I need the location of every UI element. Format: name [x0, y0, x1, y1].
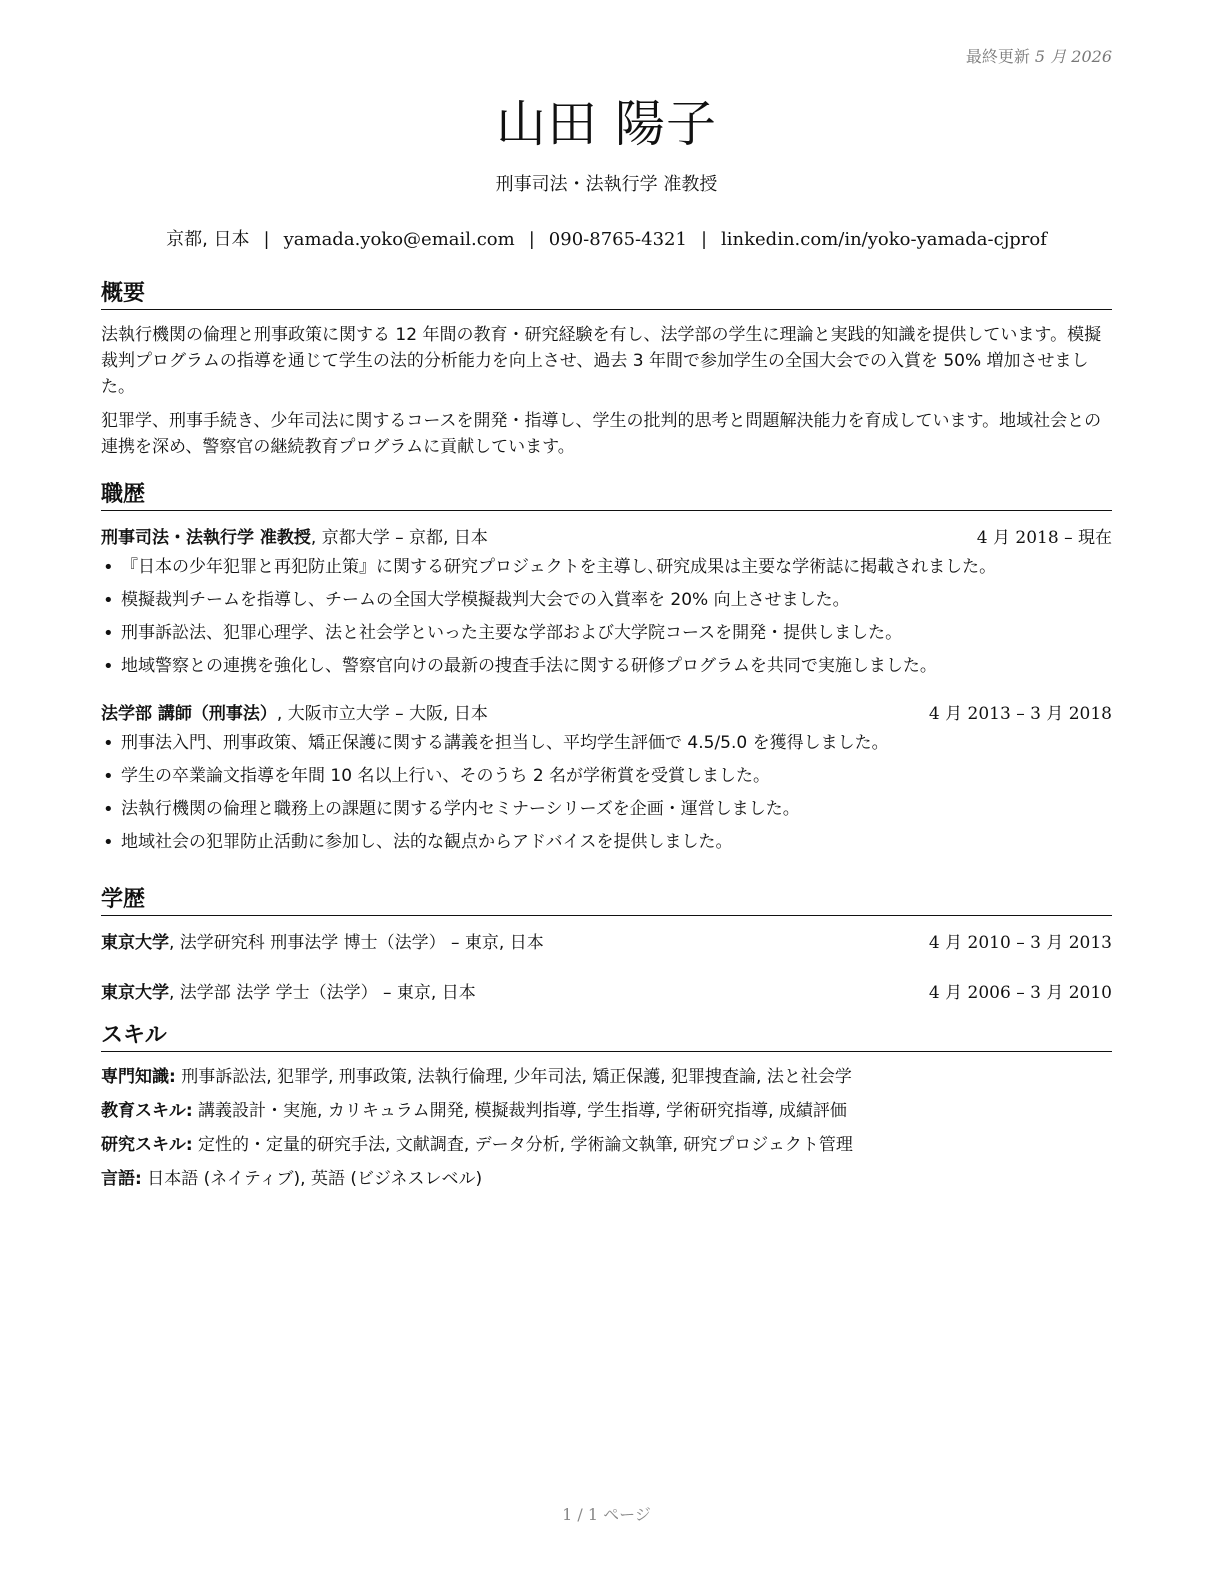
job-entry	[101, 525, 1112, 683]
contact-line	[101, 225, 1112, 251]
skill-row	[101, 1128, 1112, 1162]
education-entry	[101, 980, 1112, 1006]
contact-separator: |	[700, 229, 708, 250]
education-dates: 4 月 2006 – 3 月 2010	[928, 983, 1112, 1003]
contact-separator: |	[528, 229, 535, 250]
skill-row	[101, 1060, 1112, 1094]
job-bullet: • 学生の卒業論文指導を年間 10 名以上行い、そのうち 2 名が学術賞を受賞しました。	[101, 760, 1112, 793]
last-updated	[966, 44, 1112, 67]
education-section	[101, 882, 1112, 1006]
skill-label: 教育スキル:	[101, 1101, 193, 1121]
education-dates: 4 月 2010 – 3 月 2013	[928, 933, 1112, 953]
job-dates: 4 月 2013 – 3 月 2018	[928, 704, 1112, 724]
job-org: , 京都大学 – 京都, 日本	[310, 528, 488, 548]
headline: 刑事司法・法執行学 准教授	[495, 174, 718, 195]
skill-value: 定性的・定量的研究手法, 文献調査, データ分析, 学術論文執筆, 研究プロジェクト管理	[192, 1135, 853, 1155]
summary-section	[101, 276, 1112, 460]
education-entry	[101, 930, 1112, 956]
resume-page	[101, 0, 1112, 1584]
job-bullets	[101, 727, 1112, 859]
section-title-summary: 概要	[101, 276, 1112, 310]
summary-paragraph: 犯罪学、刑事手続き、少年司法に関するコースを開発・指導し、学生の批判的思考と問題解決能力を育成しています。地域社会との連携を深め、警察官の継続教育プログラムに貢献しています。	[101, 411, 1102, 457]
job-bullet: • 地域警察との連携を強化し、警察官向けの最新の捜査手法に関する研修プログラムを共同で実施しました。	[101, 650, 1112, 683]
section-title-experience: 職歴	[101, 477, 1112, 511]
job-org: , 大阪市立大学 – 大阪, 日本	[276, 704, 488, 724]
section-title-skills: スキル	[101, 1018, 1112, 1052]
job-header	[101, 525, 1112, 551]
summary-paragraph: 法執行機関の倫理と刑事政策に関する 12 年間の教育・研究経験を有し、法学部の学生に理論と実践的知識を提供しています。模擬裁判プログラムの指導を通じて学生の法的分析能力を向上させ、過去 3 年間で参加学生の全国大会での入賞を 50% 増加させました。	[101, 325, 1102, 397]
education-school: 東京大学	[101, 933, 169, 953]
contact-separator: |	[263, 229, 270, 250]
page-number: 1 / 1 ページ	[562, 1505, 651, 1524]
job-bullet: • 刑事訴訟法、犯罪心理学、法と社会学といった主要な学部および大学院コースを開発・提供しました。	[101, 617, 1112, 650]
job-role: 刑事司法・法執行学 准教授	[101, 528, 311, 548]
skill-value: 日本語 (ネイティブ), 英語 (ビジネスレベル)	[141, 1169, 483, 1189]
job-bullet: • 法執行機関の倫理と職務上の課題に関する学内セミナーシリーズを企画・運営しました。	[101, 793, 1112, 826]
skill-row	[101, 1094, 1112, 1128]
job-bullet: • 地域社会の犯罪防止活動に参加し、法的な観点からアドバイスを提供しました。	[101, 826, 1112, 859]
job-role: 法学部 講師（刑事法）	[101, 704, 277, 724]
job-bullet: • 刑事法入門、刑事政策、矯正保護に関する講義を担当し、平均学生評価で 4.5/5.0 を獲得しました。	[101, 727, 1112, 760]
education-detail: , 法学部 法学 学士（法学） – 東京, 日本	[169, 983, 476, 1003]
contact-phone: 090-8765-4321	[548, 229, 687, 250]
job-dates: 4 月 2018 – 現在	[976, 528, 1112, 548]
section-title-education: 学歴	[101, 882, 1112, 916]
last-updated-date: 5 月 2026	[1034, 47, 1112, 66]
skill-value: 刑事訴訟法, 犯罪学, 刑事政策, 法執行倫理, 少年司法, 矯正保護, 犯罪捜査論, 法と社会学	[175, 1067, 852, 1087]
skills-section	[101, 1018, 1112, 1196]
person-name: 山田 陽子	[496, 95, 717, 153]
job-bullets	[101, 551, 1112, 683]
contact-email[interactable]: yamada.yoko@email.com	[283, 229, 515, 250]
job-header	[101, 701, 1112, 727]
skill-label: 研究スキル:	[101, 1135, 193, 1155]
last-updated-label: 最終更新	[965, 47, 1030, 66]
contact-location: 京都, 日本	[166, 229, 250, 250]
skill-label: 専門知識:	[101, 1067, 176, 1087]
education-school: 東京大学	[101, 983, 169, 1003]
skill-row	[101, 1162, 1112, 1196]
job-entry	[101, 701, 1112, 859]
skill-label: 言語:	[101, 1169, 142, 1189]
education-detail: , 法学研究科 刑事法学 博士（法学） – 東京, 日本	[169, 933, 544, 953]
skill-value: 講義設計・実施, カリキュラム開発, 模擬裁判指導, 学生指導, 学術研究指導, 成績評価	[192, 1101, 847, 1121]
experience-section	[101, 477, 1112, 859]
job-bullet: • 模擬裁判チームを指導し、チームの全国大学模擬裁判大会での入賞率を 20% 向上させました。	[101, 584, 1112, 617]
job-bullet: • 『日本の少年犯罪と再犯防止策』に関する研究プロジェクトを主導し､研究成果は主要な学術誌に掲載されました｡	[101, 551, 1112, 584]
contact-linkedin[interactable]: linkedin.com/in/yoko-yamada-cjprof	[721, 229, 1047, 250]
